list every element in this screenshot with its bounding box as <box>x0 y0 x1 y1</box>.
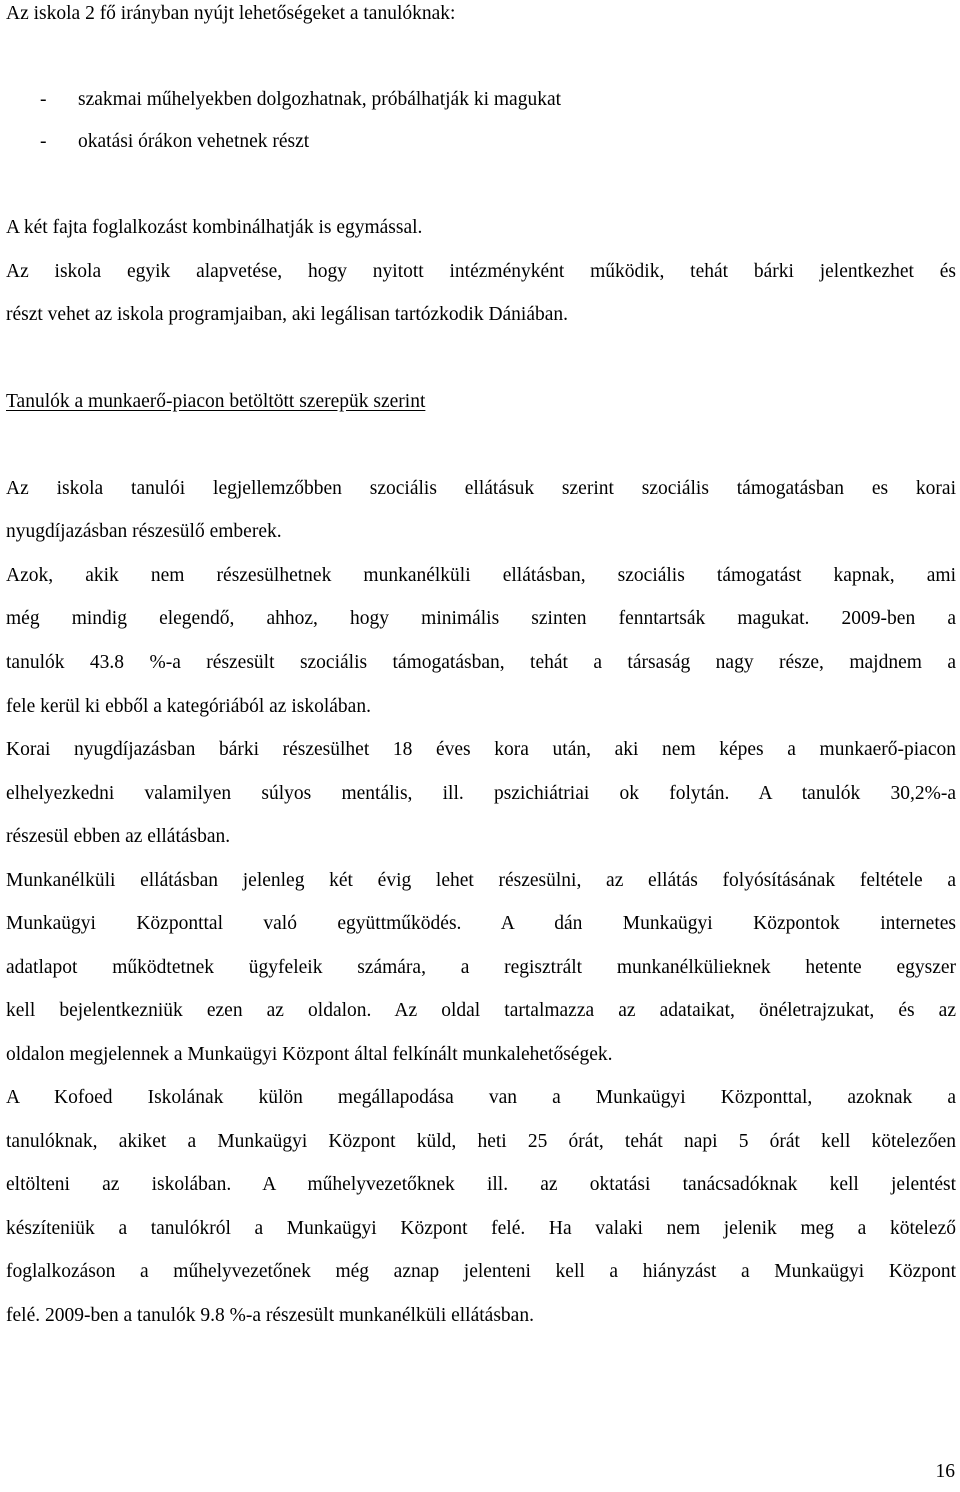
paragraph-line: még mindig elegendő, ahhoz, hogy minimális szinten fenntartsák magukat. 2009-ben a <box>6 608 956 629</box>
intro-line: Az iskola 2 fő irányban nyújt lehetőségeket a tanulóknak: <box>6 3 456 24</box>
paragraph-line: készíteniük a tanulókról a Munkaügyi Központ felé. Ha valaki nem jelenik meg a kötelező <box>6 1218 956 1239</box>
paragraph-line: fele kerül ki ebből a kategóriából az iskolában. <box>6 696 371 717</box>
paragraph-line: Az iskola tanulói legjellemzőbben szociális ellátásuk szerint szociális támogatásban es korai <box>6 478 956 499</box>
bullet-dash: - <box>40 131 47 152</box>
paragraph-line: felé. 2009-ben a tanulók 9.8 %-a részesült munkanélküli ellátásban. <box>6 1305 534 1326</box>
bullet-item: szakmai műhelyekben dolgozhatnak, próbálhatják ki magukat <box>78 89 562 110</box>
bullet-item: okatási órákon vehetnek részt <box>78 131 310 152</box>
paragraph-line: elhelyezkedni valamilyen súlyos mentális, ill. pszichiátriai ok folytán. A tanulók 30,2%-a <box>6 783 956 804</box>
paragraph-line: részt vehet az iskola programjaiban, aki legálisan tartózkodik Dániában. <box>6 304 569 325</box>
section-heading: Tanulók a munkaerő-piacon betöltött szerepük szerint <box>6 391 426 412</box>
paragraph-line: Munkaügyi Központtal való együttműködés. A dán Munkaügyi Központok internetes <box>6 913 956 934</box>
paragraph-line: Korai nyugdíjazásban bárki részesülhet 18 éves kora után, aki nem képes a munkaerő-piacon <box>6 739 956 760</box>
paragraph-line: kell bejelentkezniük ezen az oldalon. Az oldal tartalmazza az adataikat, önéletrajzukat, és az <box>6 1000 956 1021</box>
paragraph-line: tanulók 43.8 %-a részesült szociális támogatásban, tehát a társaság nagy része, majdnem a <box>6 652 956 673</box>
paragraph-line: Az iskola egyik alapvetése, hogy nyitott intézményként működik, tehát bárki jelentkezhet és <box>6 261 956 282</box>
paragraph-line: nyugdíjazásban részesülő emberek. <box>6 521 282 542</box>
paragraph-line: A Kofoed Iskolának külön megállapodása van a Munkaügyi Központtal, azoknak a <box>6 1087 956 1108</box>
paragraph-line: A két fajta foglalkozást kombinálhatják is egymással. <box>6 217 423 238</box>
paragraph-line: eltölteni az iskolában. A műhelyvezetőknek ill. az oktatási tanácsadóknak kell jelentést <box>6 1174 956 1195</box>
bullet-dash: - <box>40 89 47 110</box>
paragraph-line: oldalon megjelennek a Munkaügyi Központ által felkínált munkalehetőségek. <box>6 1044 613 1065</box>
paragraph-line: tanulóknak, akiket a Munkaügyi Központ küld, heti 25 órát, tehát napi 5 órát kell kötelezően <box>6 1131 956 1152</box>
paragraph-line: foglalkozáson a műhelyvezetőnek még aznap jelenteni kell a hiányzást a Munkaügyi Központ <box>6 1261 956 1282</box>
paragraph-line: Azok, akik nem részesülhetnek munkanélküli ellátásban, szociális támogatást kapnak, ami <box>6 565 956 586</box>
paragraph-line: adatlapot működtetnek ügyfeleik számára, a regisztrált munkanélkülieknek hetente egyszer <box>6 957 956 978</box>
page-number: 16 <box>935 1461 955 1482</box>
paragraph-line: Munkanélküli ellátásban jelenleg két évig lehet részesülni, az ellátás folyósításának feltétele a <box>6 870 956 891</box>
paragraph-line: részesül ebben az ellátásban. <box>6 826 231 847</box>
